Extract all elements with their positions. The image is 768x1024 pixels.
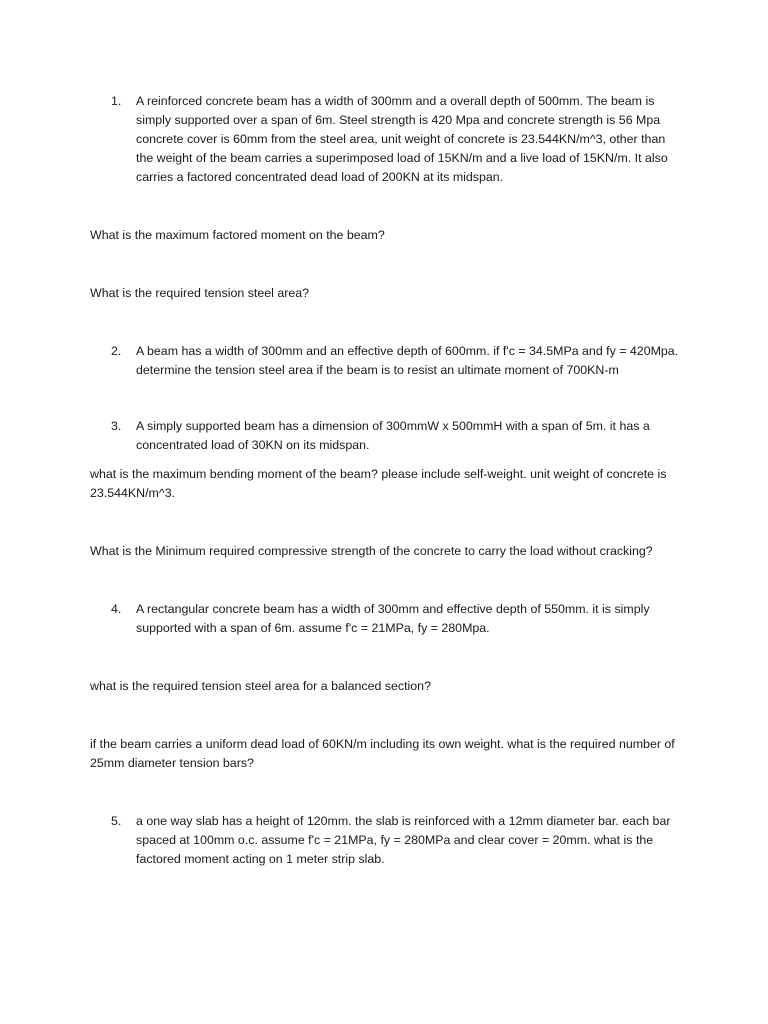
subquestion-3a: what is the maximum bending moment of the beam? please include self-weight. unit weight of concrete is 23.544KN/m^3. (90, 467, 667, 500)
subquestion-1b: What is the required tension steel area? (90, 286, 310, 300)
subquestion-1a: What is the maximum factored moment on the beam? (90, 228, 385, 242)
question-5 (111, 812, 681, 869)
question-number: 4. (111, 602, 122, 616)
question-2 (111, 342, 681, 380)
question-number: 5. (111, 814, 122, 828)
question-4 (111, 600, 681, 638)
question-number: 1. (111, 94, 122, 108)
subquestion-3b: What is the Minimum required compressive strength of the concrete to carry the load without cracking? (90, 544, 653, 558)
question-text: A reinforced concrete beam has a width of 300mm and a overall depth of 500mm. The beam is simply supported over a span of 6m. Steel strength is 420 Mpa and concrete strength is 56 Mpa concrete cover is 60mm from the steel area, unit weight of concrete is 23.544KN/m^3, other than the weight of the beam carries a superimposed load of 15KN/m and a live load of 15KN/m. It also carries a factored concentrated dead load of 200KN at its midspan. (136, 94, 668, 184)
question-number: 3. (111, 419, 122, 433)
subquestion-4b: if the beam carries a uniform dead load of 60KN/m including its own weight. what is the required number of 25mm diameter tension bars? (90, 737, 675, 770)
question-text: A rectangular concrete beam has a width of 300mm and effective depth of 550mm. it is simply supported with a span of 6m. assume f'c = 21MPa, fy = 280Mpa. (136, 602, 650, 635)
question-number: 2. (111, 344, 122, 358)
question-text: A simply supported beam has a dimension of 300mmW x 500mmH with a span of 5m. it has a concentrated load of 30KN on its midspan. (136, 419, 650, 452)
question-text: A beam has a width of 300mm and an effective depth of 600mm. if f'c = 34.5MPa and fy = 420Mpa. determine the tension steel area if the beam is to resist an ultimate moment of 700KN-m (136, 344, 679, 377)
subquestion-4a: what is the required tension steel area for a balanced section? (90, 679, 431, 693)
question-text: a one way slab has a height of 120mm. the slab is reinforced with a 12mm diameter bar. each bar spaced at 100mm o.c. assume f'c = 21MPa, fy = 280MPa and clear cover = 20mm. what is the factored moment acting on 1 meter strip slab. (136, 814, 671, 866)
question-1 (111, 92, 681, 187)
question-3 (111, 417, 681, 455)
